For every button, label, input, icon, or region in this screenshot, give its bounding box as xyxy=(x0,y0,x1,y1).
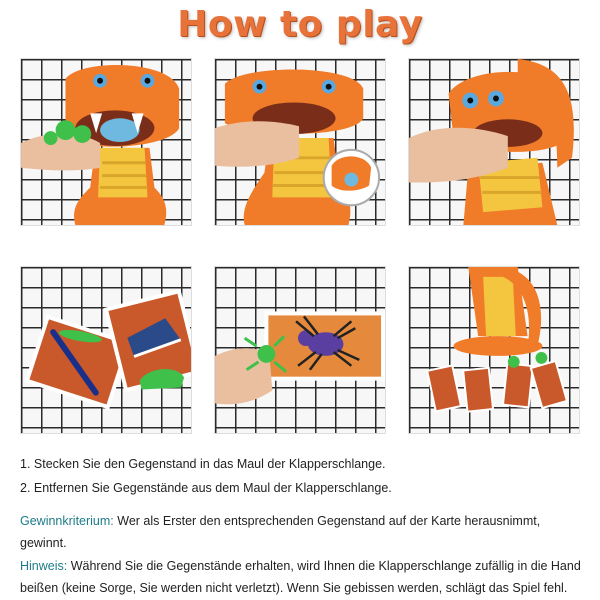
rules-notes xyxy=(20,510,588,600)
photo-spider-card xyxy=(214,266,386,434)
photo-item-cards xyxy=(20,266,192,434)
win-criterion xyxy=(20,510,588,554)
photo-snake-with-items xyxy=(20,58,192,226)
photo-hand-in-mouth xyxy=(214,58,386,226)
page-title: How to play xyxy=(177,4,423,45)
win-criterion-label: Gewinnkriterium: xyxy=(20,514,114,528)
cards-illustration xyxy=(21,267,191,433)
step-1: 1. Stecken Sie den Gegenstand in das Maul der Klapperschlange. xyxy=(20,457,386,471)
photo-snake-and-cards xyxy=(408,266,580,434)
card-illustration xyxy=(215,267,385,433)
hint-label: Hinweis: xyxy=(20,559,68,573)
snake-cards-illustration xyxy=(409,267,579,433)
snake-illustration xyxy=(215,59,385,225)
instruction-steps xyxy=(20,452,392,500)
hint xyxy=(20,555,588,599)
snake-illustration xyxy=(409,59,579,225)
photo-hand-bitten xyxy=(408,58,580,226)
win-criterion-text: Wer als Erster den entsprechenden Gegenstand auf der Karte herausnimmt, gewinnt. xyxy=(20,514,541,550)
step-2: 2. Entfernen Sie Gegenstände aus dem Maul der Klapperschlange. xyxy=(20,481,392,495)
hint-text: Während Sie die Gegenstände erhalten, wird Ihnen die Klapperschlange zufällig in die Hand beißen (keine Sorge, Sie werden nicht verletzt). Wenn Sie gebissen werden, schlägt das Spiel fehl. xyxy=(20,559,581,595)
snake-illustration xyxy=(21,59,191,225)
